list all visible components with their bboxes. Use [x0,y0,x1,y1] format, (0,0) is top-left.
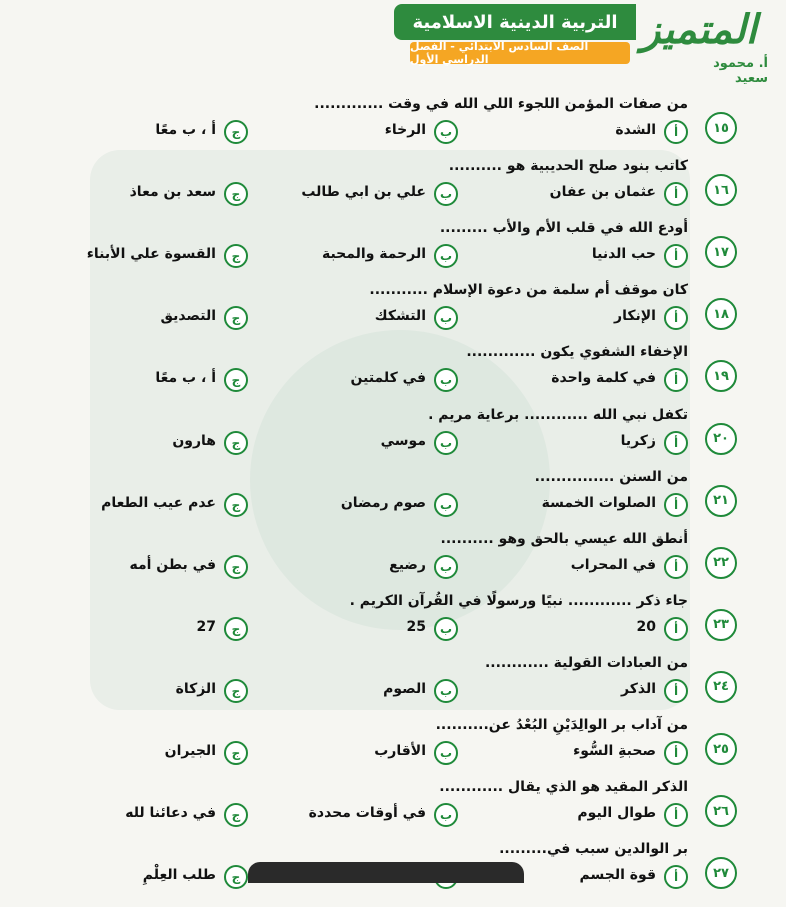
question-item [0,407,786,473]
option-letter-badge: ب [434,555,458,579]
option-text: سعد بن معاذ [129,184,216,201]
question-text: كان موقف أم سلمة من دعوة الإسلام ........... [369,282,688,299]
answer-option[interactable] [218,182,458,206]
option-text: 25 [406,618,426,635]
option-letter-badge: ج [224,555,248,579]
question-text: تكفل نبي الله ............ برعاية مريم . [428,406,688,423]
answer-option[interactable] [448,679,688,703]
option-text: صحبةِ السُّوء [573,743,656,759]
question-item [0,344,786,410]
option-letter-badge: أ [664,493,688,517]
answer-option[interactable] [218,741,458,765]
answer-option[interactable] [448,182,688,206]
option-text: الزكاة [175,680,216,697]
question-text: الذكر المقيد هو الذي يقال ............ [439,779,688,796]
option-text: الأقارب [374,743,426,759]
option-letter-badge: أ [664,555,688,579]
answer-option[interactable] [218,431,458,455]
answer-option[interactable] [448,244,688,268]
question-text: من صفات المؤمن اللجوء اللي الله في وقت ............. [314,96,688,112]
question-text: من آداب بر الوالِدَيْنِ البُعْدُ عن.......... [435,717,688,733]
answer-option[interactable] [218,306,458,330]
question-number-badge: ١٦ [705,174,737,206]
answer-option[interactable] [8,368,248,392]
question-item [0,655,786,721]
answer-option[interactable] [448,803,688,827]
question-number-badge: ٢١ [705,485,737,517]
option-letter-badge: أ [664,244,688,268]
option-letter-badge: أ [664,306,688,330]
question-item [0,779,786,845]
question-number-badge: ٢٣ [705,609,737,641]
question-text: أنطق الله عيسي بالحق وهو .......... [440,530,688,547]
question-item [0,282,786,348]
answer-option[interactable] [448,368,688,392]
option-letter-badge: أ [664,617,688,641]
question-text: بر الوالدين سبب في......... [499,841,688,858]
answer-option[interactable] [8,182,248,206]
question-item [0,96,786,162]
option-text: الجيران [164,743,216,759]
option-letter-badge: ب [434,493,458,517]
option-letter-badge: أ [664,865,688,889]
option-text: في كلمة واحدة [551,370,656,387]
option-letter-badge: ج [224,182,248,206]
answer-option[interactable] [218,120,458,144]
answer-option[interactable] [8,803,248,827]
answer-option[interactable] [8,431,248,455]
option-text: الصوم [383,680,426,697]
option-text: الإنكار [614,308,656,325]
answer-option[interactable] [448,431,688,455]
answer-option[interactable] [8,679,248,703]
option-letter-badge: أ [664,431,688,455]
answer-option[interactable] [8,741,248,765]
option-text: زكريا [620,432,656,449]
option-letter-badge: أ [664,679,688,703]
question-number-badge: ٢٢ [705,547,737,579]
option-letter-badge: ب [434,120,458,144]
answer-option[interactable] [218,617,458,641]
option-letter-badge: ب [434,803,458,827]
option-text: طوال اليوم [577,805,656,822]
answer-option[interactable] [8,493,248,517]
answer-option[interactable] [448,617,688,641]
option-text: رضيع [389,556,426,573]
answer-option[interactable] [448,741,688,765]
answer-option[interactable] [218,555,458,579]
question-item [0,593,786,659]
option-letter-badge: ج [224,368,248,392]
option-letter-badge: ب [434,741,458,765]
option-text: القسوة علي الأبناء [86,246,216,263]
option-text: التصديق [160,308,216,325]
option-text: علي بن ابي طالب [301,184,426,201]
option-letter-badge: أ [664,368,688,392]
option-text: عثمان بن عفان [549,184,656,201]
option-text: في كلمتين [350,370,426,387]
page-title: التربية الدينية الاسلامية [394,4,636,40]
option-text: الرخاء [384,122,426,138]
answer-option[interactable] [8,555,248,579]
option-text: في أوقات محددة [308,805,426,822]
option-text: في المحراب [570,556,656,573]
option-text: عدم عيب الطعام [101,494,216,511]
question-item [0,531,786,597]
option-letter-badge: ج [224,679,248,703]
answer-option[interactable] [218,803,458,827]
answer-option[interactable] [448,120,688,144]
option-letter-badge: أ [664,182,688,206]
answer-option[interactable] [448,306,688,330]
question-item [0,469,786,535]
option-text: أ ، ب معًا [155,370,216,387]
question-item [0,158,786,224]
option-letter-badge: ج [224,617,248,641]
option-letter-badge: ج [224,803,248,827]
option-text: الشدة [615,122,656,138]
question-text: كاتب بنود صلح الحديبية هو .......... [448,158,688,175]
option-text: موسي [380,432,426,449]
author-name: أ. محمود سعيد [713,56,768,86]
option-letter-badge: ب [434,182,458,206]
option-letter-badge: ج [224,865,248,889]
option-text: قوة الجسم [579,867,656,884]
option-letter-badge: ب [434,306,458,330]
question-number-badge: ٢٠ [705,423,737,455]
option-letter-badge: ب [434,679,458,703]
option-letter-badge: ج [224,431,248,455]
answer-option[interactable] [8,244,248,268]
viewer-toolbar[interactable] [248,862,524,883]
option-letter-badge: ج [224,306,248,330]
question-item [0,220,786,286]
option-letter-badge: أ [664,803,688,827]
answer-option[interactable] [218,244,458,268]
answer-option[interactable] [8,865,248,889]
answer-option[interactable] [8,617,248,641]
page-subtitle: الصف السادس الابتدائي - الفصل الدراسي الأول [410,42,630,64]
option-text: 27 [196,618,216,635]
option-letter-badge: أ [664,120,688,144]
option-letter-badge: ج [224,741,248,765]
question-text: من العبادات القولية ............ [484,654,688,671]
option-letter-badge: ج [224,244,248,268]
answer-option[interactable] [218,368,458,392]
question-text: الإخفاء الشفوي يكون ............. [466,344,688,361]
question-number-badge: ١٥ [705,112,737,144]
option-letter-badge: ب [434,368,458,392]
option-letter-badge: أ [664,741,688,765]
question-number-badge: ١٩ [705,360,737,392]
option-text: في دعائنا لله [125,805,216,822]
answer-option[interactable] [448,493,688,517]
question-text: أودع الله في قلب الأم والأب ......... [439,220,688,237]
option-letter-badge: ج [224,120,248,144]
option-text: الرحمة والمحبة [321,246,426,263]
answer-option[interactable] [218,679,458,703]
option-letter-badge: ب [434,617,458,641]
answer-option[interactable] [218,493,458,517]
option-text: في بطن أمه [129,556,216,573]
question-number-badge: ٢٧ [705,857,737,889]
option-letter-badge: ب [434,431,458,455]
brand-logo: المتميز [641,7,757,53]
option-text: الذكر [621,680,656,697]
option-text: هارون [172,432,216,449]
question-item [0,717,786,783]
option-text: صوم رمضان [340,494,426,511]
option-text: حب الدنيا [591,246,656,263]
question-number-badge: ١٨ [705,298,737,330]
answer-option[interactable] [8,306,248,330]
answer-option[interactable] [8,120,248,144]
question-number-badge: ٢٥ [705,733,737,765]
option-text: التشكك [374,308,426,325]
question-number-badge: ٢٦ [705,795,737,827]
option-letter-badge: ب [434,244,458,268]
option-text: الصلوات الخمسة [541,494,656,511]
answer-option[interactable] [448,555,688,579]
option-text: أ ، ب معًا [155,122,216,138]
question-text: جاء ذكر ............ نبيًا ورسولًا في القُرآن الكريم . [349,592,688,609]
option-text: 20 [636,618,656,635]
question-number-badge: ٢٤ [705,671,737,703]
option-text: طلب العِلْمِ [142,867,216,884]
option-letter-badge: ج [224,493,248,517]
question-text: من السنن ............... [534,468,688,485]
question-number-badge: ١٧ [705,236,737,268]
